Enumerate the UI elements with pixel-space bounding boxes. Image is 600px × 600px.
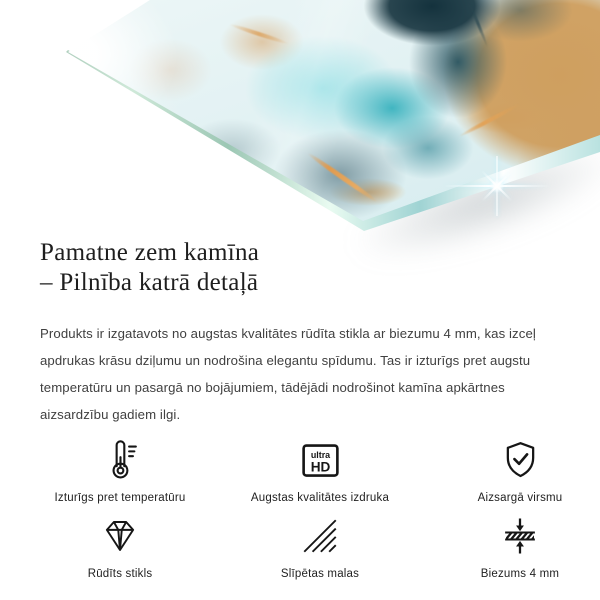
thermometer-icon — [97, 436, 143, 484]
feature-label: Aizsargā virsmu — [477, 492, 563, 504]
page-title — [40, 238, 565, 298]
feature-thickness — [420, 512, 600, 580]
title-line-1: Pamatne zem kamīna — [40, 239, 260, 266]
product-description: Produkts ir izgatavots no augstas kvalitātes rūdīta stikla ar biezumu 4 mm, kas izceļ apdrukas krāsu dziļumu un nodrošina elegantu spīdumu. Tas ir izturīgs pret augstu temperatūru un pasargā no bojājumiem, tādējādi nodrošinot kamīna apkārtnes aizsardzību gadiem ilgi. — [40, 326, 536, 422]
feature-tempered-glass — [20, 512, 220, 580]
feature-polished-edges — [220, 512, 420, 580]
svg-text:HD: HD — [310, 458, 330, 474]
shield-check-icon — [498, 436, 543, 484]
feature-label: Izturīgs pret temperatūru — [54, 492, 186, 504]
feature-label: Augstas kvalitātes izdruka — [250, 492, 390, 504]
feature-label: Slīpētas malas — [280, 568, 360, 580]
product-info-section — [0, 238, 600, 580]
feature-heat-resistant — [20, 436, 220, 504]
ultra-hd-icon — [298, 436, 343, 484]
title-line-2: – Pilnība katrā detaļā — [40, 269, 259, 296]
feature-surface-protection — [420, 436, 600, 504]
feature-label: Biezums 4 mm — [480, 568, 560, 580]
product-image — [0, 0, 600, 230]
features-grid — [20, 436, 600, 580]
feature-label: Rūdīts stikls — [87, 568, 153, 580]
feature-print-quality — [220, 436, 420, 504]
hatched-edge-icon — [299, 512, 341, 560]
thickness-arrows-icon — [499, 512, 541, 560]
svg-text:ultra: ultra — [310, 449, 330, 460]
diamond-icon — [99, 512, 141, 560]
